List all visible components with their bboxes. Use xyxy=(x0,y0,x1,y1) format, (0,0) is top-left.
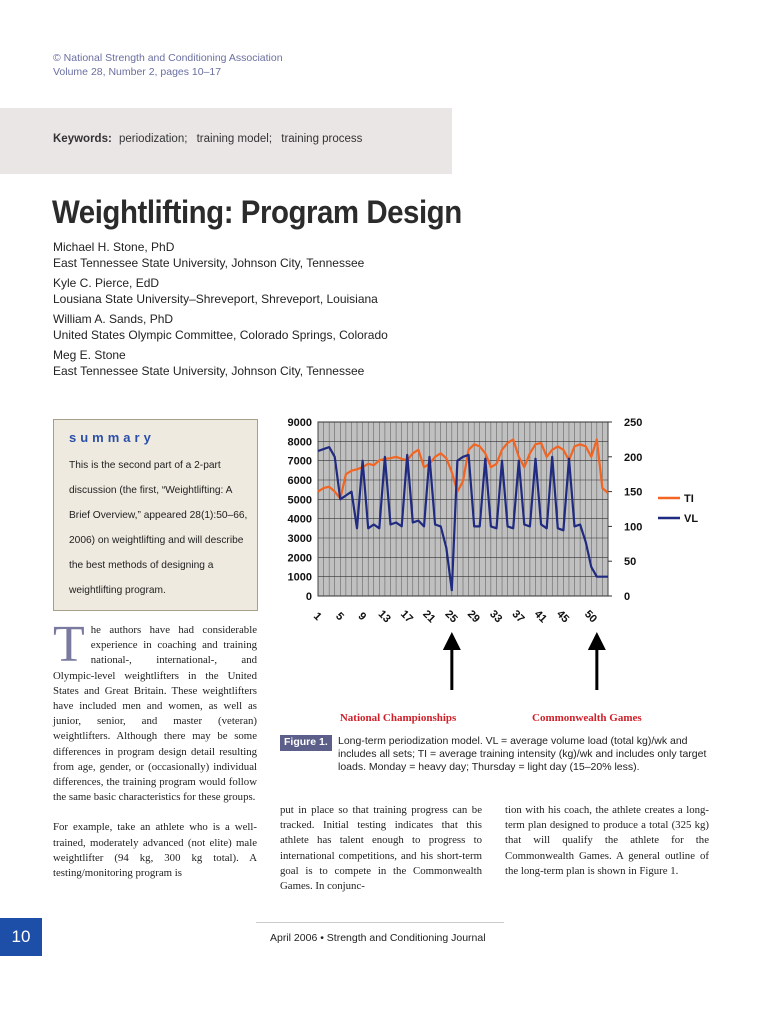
x-tick-label: 45 xyxy=(554,608,572,626)
y-left-tick-label: 5000 xyxy=(287,494,312,507)
y-right-tick-label: 250 xyxy=(624,417,643,429)
author-entry xyxy=(53,275,388,307)
chart-svg xyxy=(278,410,710,730)
y-left-tick-label: 2000 xyxy=(287,552,312,565)
keyword-item: training model; xyxy=(196,133,273,145)
author-name: William A. Sands, PhD xyxy=(53,312,174,326)
annotation-national-championships: National Championships xyxy=(339,712,457,724)
arrow-commonwealth-head xyxy=(588,632,606,650)
author-name: Michael H. Stone, PhD xyxy=(53,240,175,254)
annotation-commonwealth-games: Commonwealth Games xyxy=(532,712,642,724)
page-number: 10 xyxy=(0,918,42,956)
x-tick-label: 50 xyxy=(581,608,600,626)
body-column-3 xyxy=(505,803,709,879)
figure-label: Figure 1. xyxy=(280,735,332,751)
author-affiliation: East Tennessee State University, Johnson City, Tennessee xyxy=(53,256,365,270)
paragraph: he authors have had considerable experience in coaching and training national-, international-, and Olympic-level weightlifters in the United States and Great Britain. These weightlifters have included men and women, as well as junior, senior, and master (veteran) weightlifters. Although there may be some differences in program design detail resulting from age, gender, or (occasionally) individual differences, the training program would follow the same basic characteristics for these groups. xyxy=(53,624,257,804)
author-entry xyxy=(53,347,388,379)
figure-caption-text: Long-term periodization model. VL = average volume load (total kg)/wk and includes all sets; TI = average training intensity (kg)/wk and includes only target loads. Monday = heavy day; Thursday = light day (15–20% less). xyxy=(338,735,707,773)
y-left-tick-label: 6000 xyxy=(287,475,312,487)
y-left-tick-label: 8000 xyxy=(287,436,312,449)
author-affiliation: Lousiana State University–Shreveport, Shreveport, Louisiana xyxy=(53,292,378,306)
x-tick-label: 25 xyxy=(442,608,460,626)
paragraph: put in place so that training progress can be tracked. Initial testing indicates that this athlete has talent enough to progress to international competitions, and his short-term goal is to compete in the Commonwealth Games. In conjunc- xyxy=(280,804,482,893)
copyright-line: © National Strength and Conditioning Association xyxy=(53,52,283,64)
summary-title: summary xyxy=(69,430,155,445)
summary-text: This is the second part of a 2-part discussion (the first, “Weightlifting: A Brief Overview,” appeared 28(1):50–66, 2006) on weightlifting and will describe the best methods of designing a weightlifting program. xyxy=(69,460,248,596)
body-column-2 xyxy=(280,803,482,894)
x-tick-label: 37 xyxy=(509,608,527,626)
x-tick-label: 9 xyxy=(355,610,369,624)
x-tick-label: 29 xyxy=(464,608,483,626)
x-tick-label: 17 xyxy=(397,608,416,626)
article-title: Weightlifting: Program Design xyxy=(52,194,462,230)
y-left-tick-label: 1000 xyxy=(287,571,312,584)
y-left-tick-label: 0 xyxy=(305,591,312,603)
y-right-tick-label: 0 xyxy=(624,591,631,603)
y-right-tick-label: 200 xyxy=(624,451,643,464)
author-list xyxy=(53,239,388,383)
volume-line: Volume 28, Number 2, pages 10–17 xyxy=(53,66,222,78)
author-entry xyxy=(53,239,388,271)
summary-box xyxy=(53,419,258,611)
keywords-label: Keywords: xyxy=(53,133,112,145)
x-tick-label: 1 xyxy=(310,610,324,624)
author-name: Meg E. Stone xyxy=(53,348,126,362)
author-name: Kyle C. Pierce, EdD xyxy=(53,276,160,290)
y-left-tick-label: 9000 xyxy=(287,417,312,429)
y-left-tick-label: 7000 xyxy=(287,455,312,468)
y-left-tick-label: 3000 xyxy=(287,533,312,545)
y-right-tick-label: 100 xyxy=(624,521,643,534)
legend-label-ti: TI xyxy=(684,493,694,505)
footer-divider xyxy=(256,922,504,923)
keywords xyxy=(53,133,368,145)
x-tick-label: 41 xyxy=(531,608,549,626)
y-right-tick-label: 50 xyxy=(624,556,637,569)
paragraph: tion with his coach, the athlete creates a long-term plan designed to produce a total (325 kg) that will qualify the athlete for the Commonwealth Games. A general outline of the long-term plan is shown in Figure 1. xyxy=(505,804,709,877)
x-tick-label: 33 xyxy=(487,608,505,626)
header-meta xyxy=(53,51,283,79)
author-affiliation: United States Olympic Committee, Colorado Springs, Colorado xyxy=(53,328,388,342)
figure-1-chart xyxy=(278,410,710,730)
y-right-tick-label: 150 xyxy=(624,486,643,499)
keyword-item: periodization; xyxy=(119,133,188,145)
x-tick-label: 21 xyxy=(420,608,438,626)
y-left-tick-label: 4000 xyxy=(287,513,312,526)
x-tick-label: 13 xyxy=(375,608,393,626)
keyword-item: training process xyxy=(281,133,363,145)
author-entry xyxy=(53,311,388,343)
body-column-1 xyxy=(53,616,257,881)
drop-cap: T xyxy=(53,616,85,673)
author-affiliation: East Tennessee State University, Johnson City, Tennessee xyxy=(53,364,365,378)
legend-label-vl: VL xyxy=(684,513,699,525)
paragraph: For example, take an athlete who is a well-trained, moderately advanced (not elite) male weightlifter (94 kg, 300 kg total). A testing/monitoring program is xyxy=(53,821,257,880)
arrow-national-head xyxy=(443,632,461,650)
journal-footer: April 2006 • Strength and Conditioning Journal xyxy=(270,932,486,944)
x-tick-label: 5 xyxy=(333,610,347,624)
